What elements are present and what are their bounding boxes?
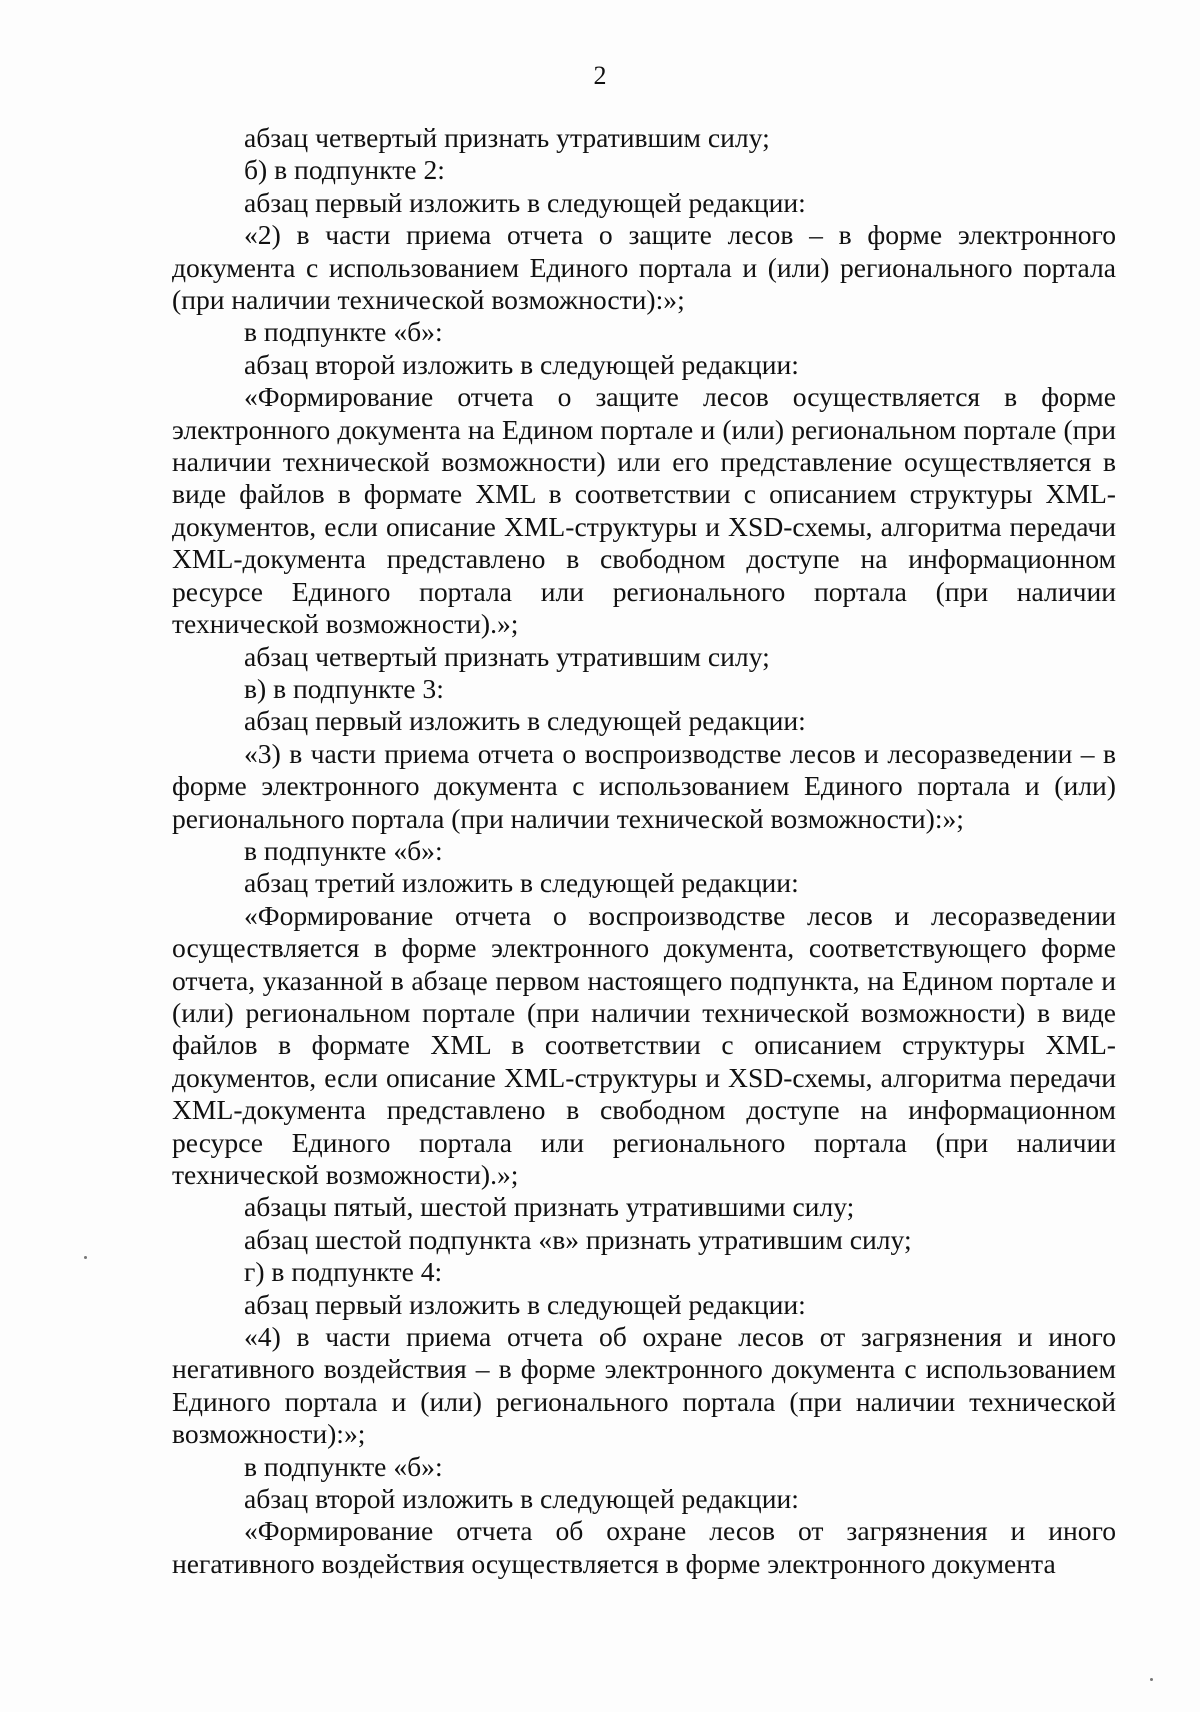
- paragraph-14: «Формирование отчета о воспроизводстве лесов и лесоразведении осуществляется в форме электронного документа, соответствующего форме отчета, указанной в абзаце первом настоящего подпункта, на Едином портале и (или) региональном портале (при наличии технической возможности) в виде файлов в формате XML в соответствии с описанием структуры XML-документов, если описание XML-структуры и XSD-схемы, алгоритма передачи XML-документа представлено в свободном доступе на информационном ресурсе Единого портала или регионального портала (при наличии технической возможности).»;: [172, 899, 1116, 1190]
- paragraph-7: «Формирование отчета о защите лесов осуществляется в форме электронного документа на Едином портале и (или) региональном портале (при наличии технической возможности) или его представление осуществляется в виде файлов в формате XML в соответствии с описанием структуры XML-документов, если описание XML-структуры и XSD-схемы, алгоритма передачи XML-документа представлено в свободном доступе на информационном ресурсе Единого портала или регионального портала (при наличии технической возможности).»;: [172, 381, 1116, 640]
- paragraph-13: абзац третий изложить в следующей редакции:: [244, 867, 799, 899]
- paragraph-6: абзац второй изложить в следующей редакции:: [244, 348, 799, 380]
- paragraph-2: б) в подпункте 2:: [244, 154, 445, 186]
- paragraph-20: в подпункте «б»:: [244, 1450, 443, 1482]
- paragraph-12: в подпункте «б»:: [244, 834, 443, 866]
- paragraph-22: «Формирование отчета об охране лесов от загрязнения и иного негативного воздействия осуществляется в форме электронного документа: [172, 1515, 1116, 1579]
- paragraph-8: абзац четвертый признать утратившим силу;: [244, 640, 770, 672]
- paragraph-4: «2) в части приема отчета о защите лесов – в форме электронного документа с использованием Единого портала и (или) регионального портала (при наличии технической возможности):»;: [172, 219, 1116, 316]
- paragraph-11: «3) в части приема отчета о воспроизводстве лесов и лесоразведении – в форме электронного документа с использованием Единого портала и (или) регионального портала (при наличии технической возможности):»;: [172, 737, 1116, 834]
- paragraph-10: абзац первый изложить в следующей редакции:: [244, 705, 806, 737]
- paragraph-15: абзацы пятый, шестой признать утратившими силу;: [244, 1191, 855, 1223]
- paragraph-18: абзац первый изложить в следующей редакции:: [244, 1288, 806, 1320]
- paragraph-5: в подпункте «б»:: [244, 316, 443, 348]
- scan-speck: [1150, 1678, 1153, 1681]
- document-body: [172, 122, 1116, 1580]
- paragraph-1: абзац четвертый признать утратившим силу;: [244, 122, 770, 153]
- paragraph-3: абзац первый изложить в следующей редакции:: [244, 186, 806, 218]
- page-number: 2: [593, 61, 607, 90]
- paragraph-21: абзац второй изложить в следующей редакции:: [244, 1483, 799, 1515]
- paragraph-17: г) в подпункте 4:: [244, 1256, 443, 1288]
- paragraph-9: в) в подпункте 3:: [244, 672, 444, 704]
- paragraph-19: «4) в части приема отчета об охране лесов от загрязнения и иного негативного воздействия – в форме электронного документа с использованием Единого портала и (или) регионального портала (при наличии технической возможности):»;: [172, 1321, 1116, 1450]
- paragraph-16: абзац шестой подпункта «в» признать утратившим силу;: [244, 1223, 912, 1255]
- scan-speck: [84, 1256, 87, 1259]
